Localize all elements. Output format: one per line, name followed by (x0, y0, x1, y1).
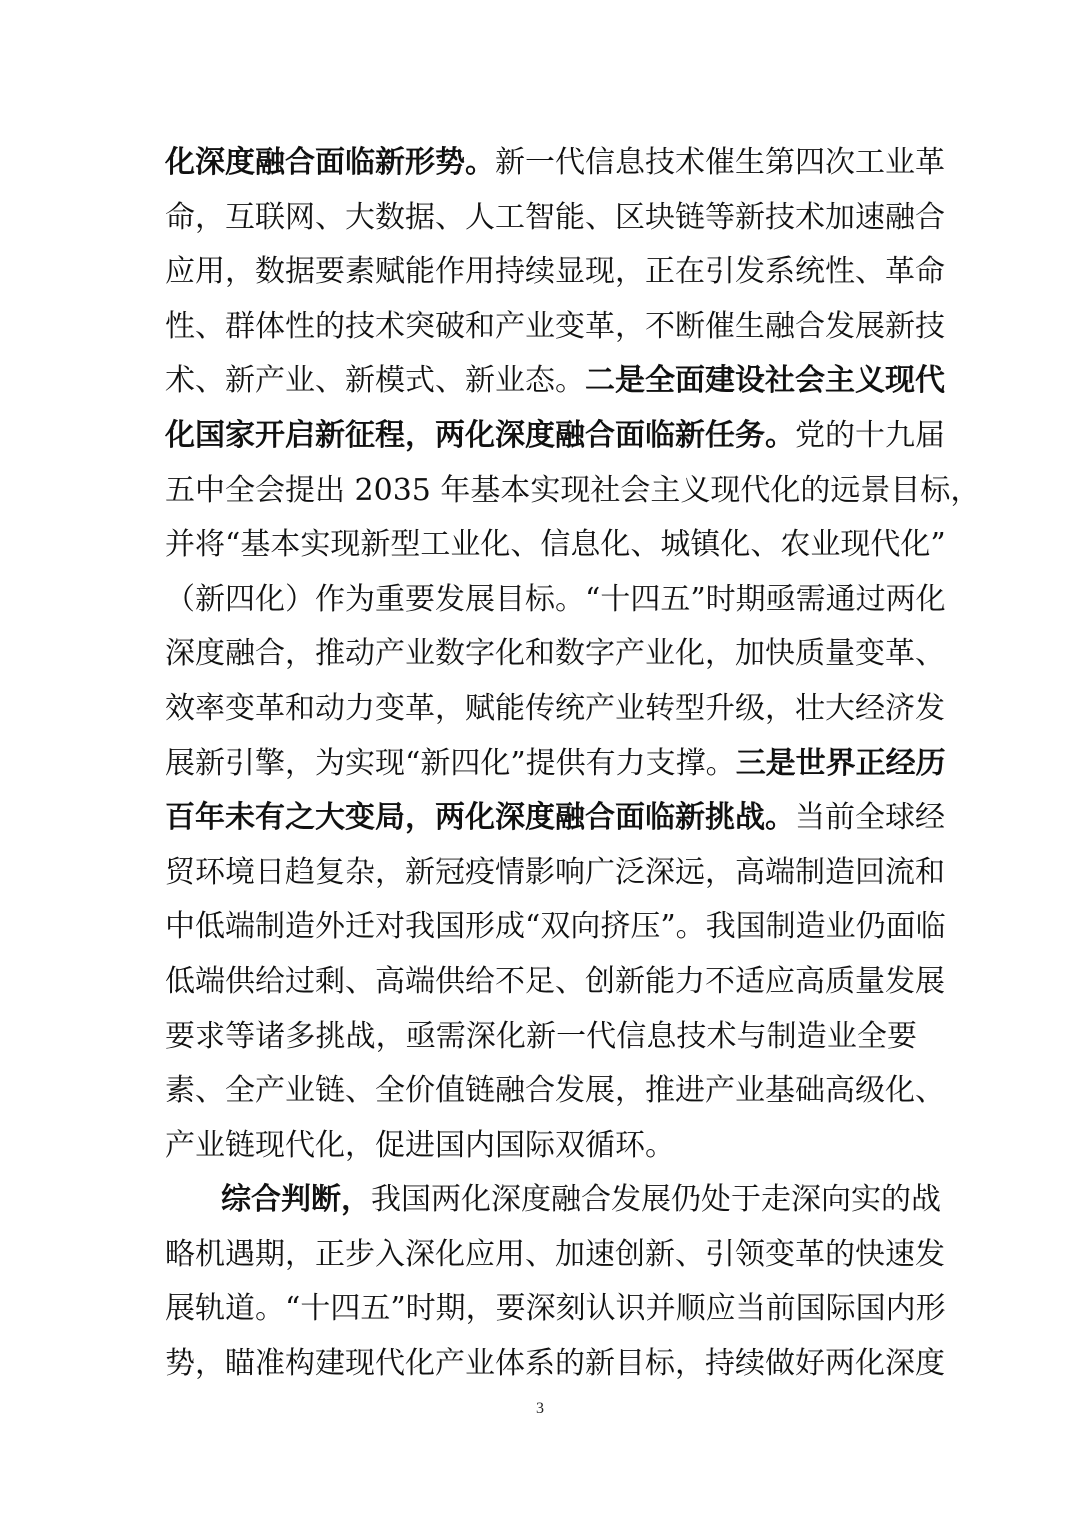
text-line (165, 900, 946, 955)
text-line (165, 955, 945, 1010)
text-segment: 效率变革和动力变革，赋能传统产业转型升级，壮大经济发 (165, 690, 945, 726)
text-line (165, 245, 945, 300)
text-line (165, 518, 946, 573)
text-segment: 五中全会提出 2035 年基本实现社会主义现代化的远景目标， (165, 472, 981, 508)
text-segment: 党的十九届 (795, 417, 945, 453)
page-number: 3 (536, 1400, 544, 1417)
text-line (165, 191, 945, 246)
bold-text-segment: 二是全面建设社会主义现代 (585, 363, 945, 399)
text-segment: 素、全产业链、全价值链融合发展，推进产业基础高级化、 (165, 1073, 945, 1109)
text-segment: 中低端制造外迁对我国形成“双向挤压”。我国制造业仍面临 (165, 909, 946, 945)
text-segment: 贸环境日趋复杂，新冠疫情影响广泛深远，高端制造回流和 (165, 854, 945, 890)
text-segment: 要求等诸多挑战，亟需深化新一代信息技术与制造业全要 (165, 1018, 917, 1054)
text-segment: 术、新产业、新模式、新业态。 (165, 363, 585, 399)
text-line (165, 354, 945, 409)
text-segment: 性、群体性的技术突破和产业变革，不断催生融合发展新技 (165, 308, 945, 344)
bold-text-segment: 化国家开启新征程，两化深度融合面临新任务。 (165, 417, 795, 453)
text-line (165, 1173, 941, 1228)
body-text (165, 136, 981, 1392)
text-line (165, 737, 946, 792)
bold-text-segment: 百年未有之大变局，两化深度融合面临新挑战。 (165, 800, 795, 836)
text-segment: 产业链现代化，促进国内国际双循环。 (165, 1127, 675, 1163)
text-line (165, 682, 945, 737)
text-line (165, 1337, 945, 1392)
text-line (165, 409, 945, 464)
text-segment: （新四化）作为重要发展目标。“十四五”时期亟需通过两化 (165, 581, 946, 617)
text-line (165, 573, 946, 628)
text-segment: 命，互联网、大数据、人工智能、区块链等新技术加速融合 (165, 199, 945, 235)
text-segment: 展新引擎，为实现“新四化”提供有力支撑。 (165, 745, 736, 781)
bold-text-segment: 三是世界正经历 (735, 745, 946, 781)
text-line (165, 791, 945, 846)
text-segment: 低端供给过剩、高端供给不足、创新能力不适应高质量发展 (165, 963, 945, 999)
text-segment: 我国两化深度融合发展仍处于走深向实的战 (371, 1182, 941, 1218)
text-segment: 略机遇期，正步入深化应用、加速创新、引领变革的快速发 (165, 1236, 945, 1272)
text-segment: 展轨道。“十四五”时期，要深刻认识并顺应当前国际国内形 (165, 1291, 946, 1327)
text-line (165, 1119, 917, 1174)
bold-text-segment: 化深度融合面临新形势。 (165, 145, 495, 180)
text-segment: 当前全球经 (795, 800, 945, 836)
text-line (165, 846, 945, 901)
text-segment: 势，瞄准构建现代化产业体系的新目标，持续做好两化深度 (165, 1346, 945, 1382)
text-line (165, 627, 945, 682)
text-segment: 并将“基本实现新型工业化、信息化、城镇化、农业现代化” (165, 527, 946, 563)
text-line (165, 464, 981, 519)
text-segment: 应用，数据要素赋能作用持续显现，正在引发系统性、革命 (165, 254, 945, 290)
text-segment: 深度融合，推动产业数字化和数字产业化，加快质量变革、 (165, 636, 945, 672)
text-line (165, 1010, 917, 1065)
text-segment: 新一代信息技术催生第四次工业革 (495, 145, 945, 180)
text-line (165, 300, 945, 355)
text-line (165, 136, 945, 191)
bold-text-segment: 综合判断， (221, 1182, 371, 1218)
text-line (165, 1228, 945, 1283)
text-line (165, 1282, 946, 1337)
text-line (165, 1064, 945, 1119)
